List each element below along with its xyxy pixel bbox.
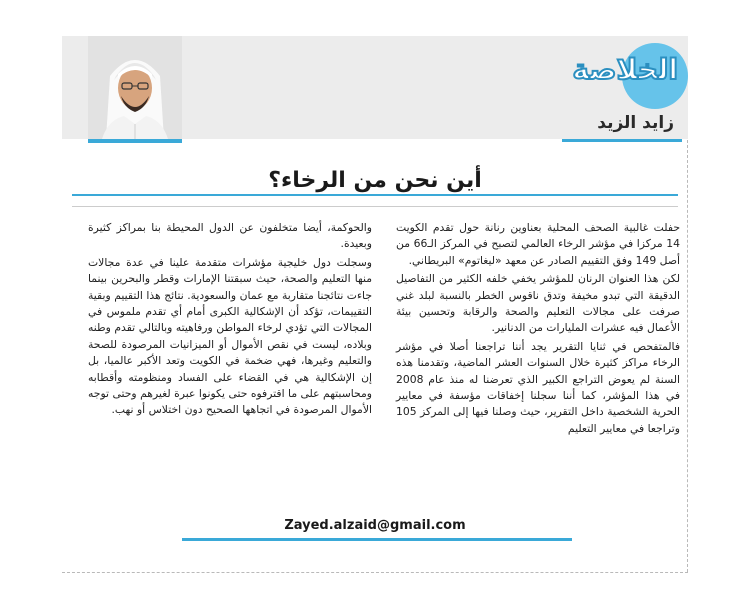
- dashed-border-right: [687, 140, 688, 572]
- author-underline: [562, 139, 682, 142]
- dashed-border-bottom: [62, 572, 688, 574]
- article-page: [62, 36, 688, 576]
- paragraph: والحوكمة، أيضا متخلفون عن الدول المحيطة بنا بمراكز كثيرة وبعيدة.: [88, 221, 372, 251]
- portrait-underline: [88, 139, 182, 143]
- paragraph: لكن هذا العنوان الرنان للمؤشر يخفي خلفه الكثير من التفاصيل الدقيقة التي تبدو مخيفة وتدق ناقوس الخطر بالنسبة لبلد غني صرفت على مجالات التعليم والصحة والرقابة وتحسين بيئة الأعمال فيه عشرات المليارات من الدنانير.: [396, 272, 680, 335]
- article-column-right: [396, 220, 680, 439]
- author-name: زايد الزيد: [597, 113, 674, 133]
- paragraph: فالمتفحص في ثنايا التقرير يجد أننا تراجعنا أصلا في مؤشر الرخاء مراكز كثيرة خلال السنوات العشر الماضية، وتقدمنا هذه السنة لم يعوض التراجع الكبير الذي تعرضنا له منذ عام 2008 في هذا المؤشر، كما أننا سجلنا إخفاقات مؤسفة في معايير الحرية الشخصية داخل التقرير، حيث وصلنا فيها إلى المركز 105 وتراجعا في معايير التعليم: [396, 339, 680, 435]
- email-underline: [182, 538, 572, 541]
- article-title: أين نحن من الرخاء؟: [268, 168, 482, 193]
- article-column-left: [88, 220, 372, 421]
- paragraph: حفلت غالبية الصحف المحلية بعناوين رنانة حول تقدم الكويت 14 مركزا في مؤشر الرخاء العالمي لتصبح في المركز الـ66 من أصل 149 وفق التقييم الصادر عن معهد «ليغاتوم» البريطاني.: [396, 221, 680, 267]
- title-rule: [72, 194, 678, 207]
- title-block: [62, 168, 688, 193]
- logo-text: الخلاصة: [572, 53, 678, 86]
- author-photo: [88, 36, 182, 139]
- paragraph: وسجلت دول خليجية مؤشرات متقدمة علينا في عدة مجالات منها التعليم والصحة، حيث سبقتنا الإمارات وقطر والبحرين بينما جاءت نتائجنا متقاربة مع عمان والسعودية. نتائج هذا التقييم وبقية التقييمات، تؤكد أن الإشكالية الكبرى أمام أي تقدم ملموس في المجالات التي تؤدي لرخاء المواطن ورفاهيته وبالتالي تقدم وطنه وبلاده، ليست في نقص الأموال أو الميزانيات المرصودة للصحة والتعليم وغيرها، فهي ضخمة في الكويت وتعد الأكبر عالميا، بل إن الإشكالية هي في القضاء على الفساد ومنظومته وأقطابه ومحاسبتهم على ما اقترفوه حتى يكونوا عبرة لغيرهم وحتى توجه الأموال المرصودة في اتجاهها الصحيح دون اختلاس أو نهب.: [88, 255, 372, 417]
- author-photo-icon: [88, 36, 182, 139]
- author-email[interactable]: Zayed.alzaid@gmail.com: [284, 518, 466, 533]
- column-logo: [548, 41, 688, 107]
